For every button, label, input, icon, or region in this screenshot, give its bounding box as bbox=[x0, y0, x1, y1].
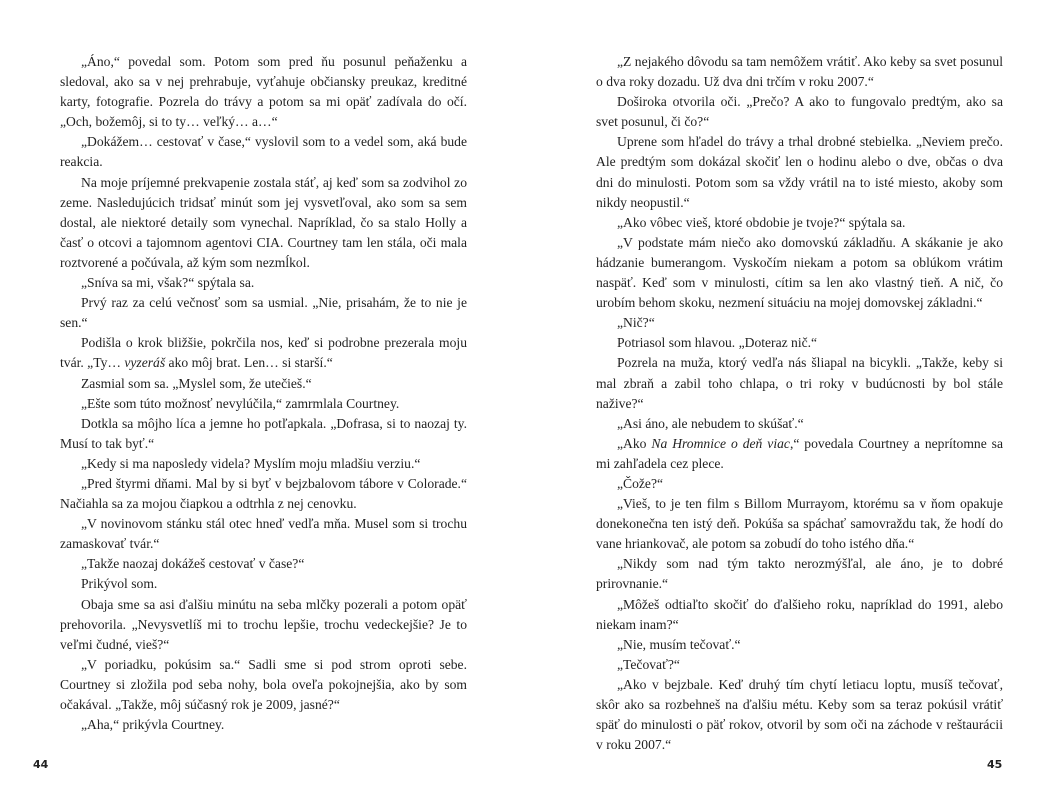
paragraph: Uprene som hľadel do trávy a trhal drobné stebielka. „Neviem prečo. Ale predtým som dokázal skočiť len o hodinu alebo o dve, občas o dva dni do minulosti. Potom som sa vždy vrátil na to isté miesto, akoby som nikdy neopustil.“ bbox=[596, 134, 1003, 210]
paragraph: „Z nejakého dôvodu sa tam nemôžem vrátiť. Ako keby sa svet posunul o dva roky dozadu. Už dva dni trčím v roku 2007.“ bbox=[596, 54, 1003, 90]
left-page bbox=[60, 52, 467, 735]
paragraph: Podišla o krok bližšie, pokrčila nos, keď si podrobne prezerala moju tvár. „Ty… vyzeráš ako môj brat. Len… si starší.“ bbox=[60, 335, 467, 371]
paragraph: „Kedy si ma naposledy videla? Myslím moju mladšiu verziu.“ bbox=[81, 455, 421, 471]
right-page bbox=[596, 52, 1003, 755]
paragraph: „V novinovom stánku stál otec hneď vedľa mňa. Musel som si trochu zamaskovať tvár.“ bbox=[60, 516, 467, 552]
left-page-text bbox=[60, 52, 467, 735]
paragraph: Dotkla sa môjho líca a jemne ho potľapkala. „Dofrasa, si to naozaj ty. Musí to tak byť.“ bbox=[60, 415, 467, 451]
paragraph: „Pred štyrmi dňami. Mal by si byť v bejzbalovom tábore v Colorade.“ Načiahla sa za mojou čiapkou a odtrhla z nej cenovku. bbox=[60, 475, 467, 512]
paragraph: „Nikdy som nad tým takto nerozmýšľal, ale áno, je to dobré prirovnanie.“ bbox=[596, 556, 1003, 592]
paragraph: „Ako Na Hromnice o deň viac,“ povedala Courtney a neprítomne sa mi zahľadela cez plece. bbox=[596, 435, 1003, 471]
paragraph: „Môžeš odtiaľto skočiť do ďalšieho roku, napríklad do 1991, alebo niekam inam?“ bbox=[596, 596, 1003, 632]
paragraph: „Asi áno, ale nebudem to skúšať.“ bbox=[617, 415, 804, 431]
paragraph: Obaja sme sa asi ďalšiu minútu na seba mlčky pozerali a potom opäť prehovorila. „Nevysvetlíš mi to trochu lepšie, trochu vedeckejšie? Je to veľmi čudné, vieš?“ bbox=[60, 596, 467, 652]
paragraph: Potriasol som hlavou. „Doteraz nič.“ bbox=[617, 335, 818, 351]
paragraph: „Čože?“ bbox=[617, 475, 664, 491]
right-page-number: 45 bbox=[987, 758, 1003, 771]
paragraph: „Nie, musím tečovať.“ bbox=[617, 636, 741, 652]
paragraph: „Ako vôbec vieš, ktoré obdobie je tvoje?“ spýtala sa. bbox=[617, 214, 906, 230]
paragraph: „Takže naozaj dokážeš cestovať v čase?“ bbox=[81, 556, 305, 572]
paragraph: „V podstate mám niečo ako domovskú základňu. A skákanie je ako hádzanie bumerangom. Vyskočím niekam a potom sa oblúkom vrátim naspäť. Keď som v minulosti, cítim sa len ako vlastný tieň. A nič, čo urobím behom skoku, nezmení situáciu na mojej domovskej základni.“ bbox=[596, 234, 1003, 311]
paragraph: „Nič?“ bbox=[617, 315, 655, 331]
paragraph: Zasmial som sa. „Myslel som, že utečieš.“ bbox=[81, 375, 312, 391]
right-page-text bbox=[596, 52, 1003, 755]
paragraph: Prvý raz za celú večnosť som sa usmial. „Nie, prisahám, že to nie je sen.“ bbox=[60, 295, 467, 331]
paragraph: „Ešte som túto možnosť nevylúčila,“ zamrmlala Courtney. bbox=[81, 395, 400, 411]
paragraph: „Ako v bejzbale. Keď druhý tím chytí letiacu loptu, musíš tečovať, skôr ako sa rozbehneš na ďalšiu métu. Keby som sa teraz pokúsil vrátiť späť do minulosti o päť rokov, otvoril by som oči na záchode v reštaurácii v roku 2007.“ bbox=[596, 676, 1003, 753]
paragraph: „Dokážem… cestovať v čase,“ vyslovil som to a vedel som, aká bude reakcia. bbox=[60, 134, 467, 170]
paragraph: „Aha,“ prikývla Courtney. bbox=[81, 717, 225, 733]
paragraph: Pozrela na muža, ktorý vedľa nás šliapal na bicykli. „Takže, keby si mal zbraň a zabil toho chlapa, o tri roky v budúcnosti by bol stále nažive?“ bbox=[596, 355, 1003, 411]
paragraph: Doširoka otvorila oči. „Prečo? A ako to fungovalo predtým, ako sa svet posunul, či čo?“ bbox=[596, 94, 1003, 130]
paragraph: Prikývol som. bbox=[81, 576, 158, 592]
left-page-number: 44 bbox=[33, 758, 49, 771]
paragraph: „Vieš, to je ten film s Billom Murrayom, ktorému sa v ňom opakuje donekonečna ten istý deň. Pokúša sa spáchať samovraždu tak, že hodí do vane hriankovač, ale potom sa zobudí do toho istého dňa.“ bbox=[596, 496, 1003, 552]
paragraph: Na moje príjemné prekvapenie zostala stáť, aj keď som sa zodvihol zo zeme. Nasledujúcich tridsať minút som jej vysvetľoval, ako som sa sem dostal, ale niektoré detaily som vynechal. Napríklad, čo sa stalo Holly a časť o otcovi a tajomnom agentovi CIA. Courtney tam len stála, oči mala roztvorené a počúvala, až kým som nezmĺkol. bbox=[60, 174, 467, 270]
paragraph: „Áno,“ povedal som. Potom som pred ňu posunul peňaženku a sledoval, ako sa v nej prehrabuje, vyťahuje občiansky preukaz, kreditné karty, fotografie. Pozrela do trávy a potom sa mi opäť zadívala do očí. „Och, božemôj, si to ty… veľký… a…“ bbox=[60, 54, 467, 130]
paragraph: „Tečovať?“ bbox=[617, 656, 680, 672]
paragraph: „V poriadku, pokúsim sa.“ Sadli sme si pod strom oproti sebe. Courtney si zložila pod seba nohy, bola oveľa pokojnejšia, ako by som očakával. „Takže, môj súčasný rok je 2009, jasné?“ bbox=[60, 656, 467, 712]
paragraph: „Snívа sa mi, však?“ spýtala sa. bbox=[81, 275, 255, 291]
